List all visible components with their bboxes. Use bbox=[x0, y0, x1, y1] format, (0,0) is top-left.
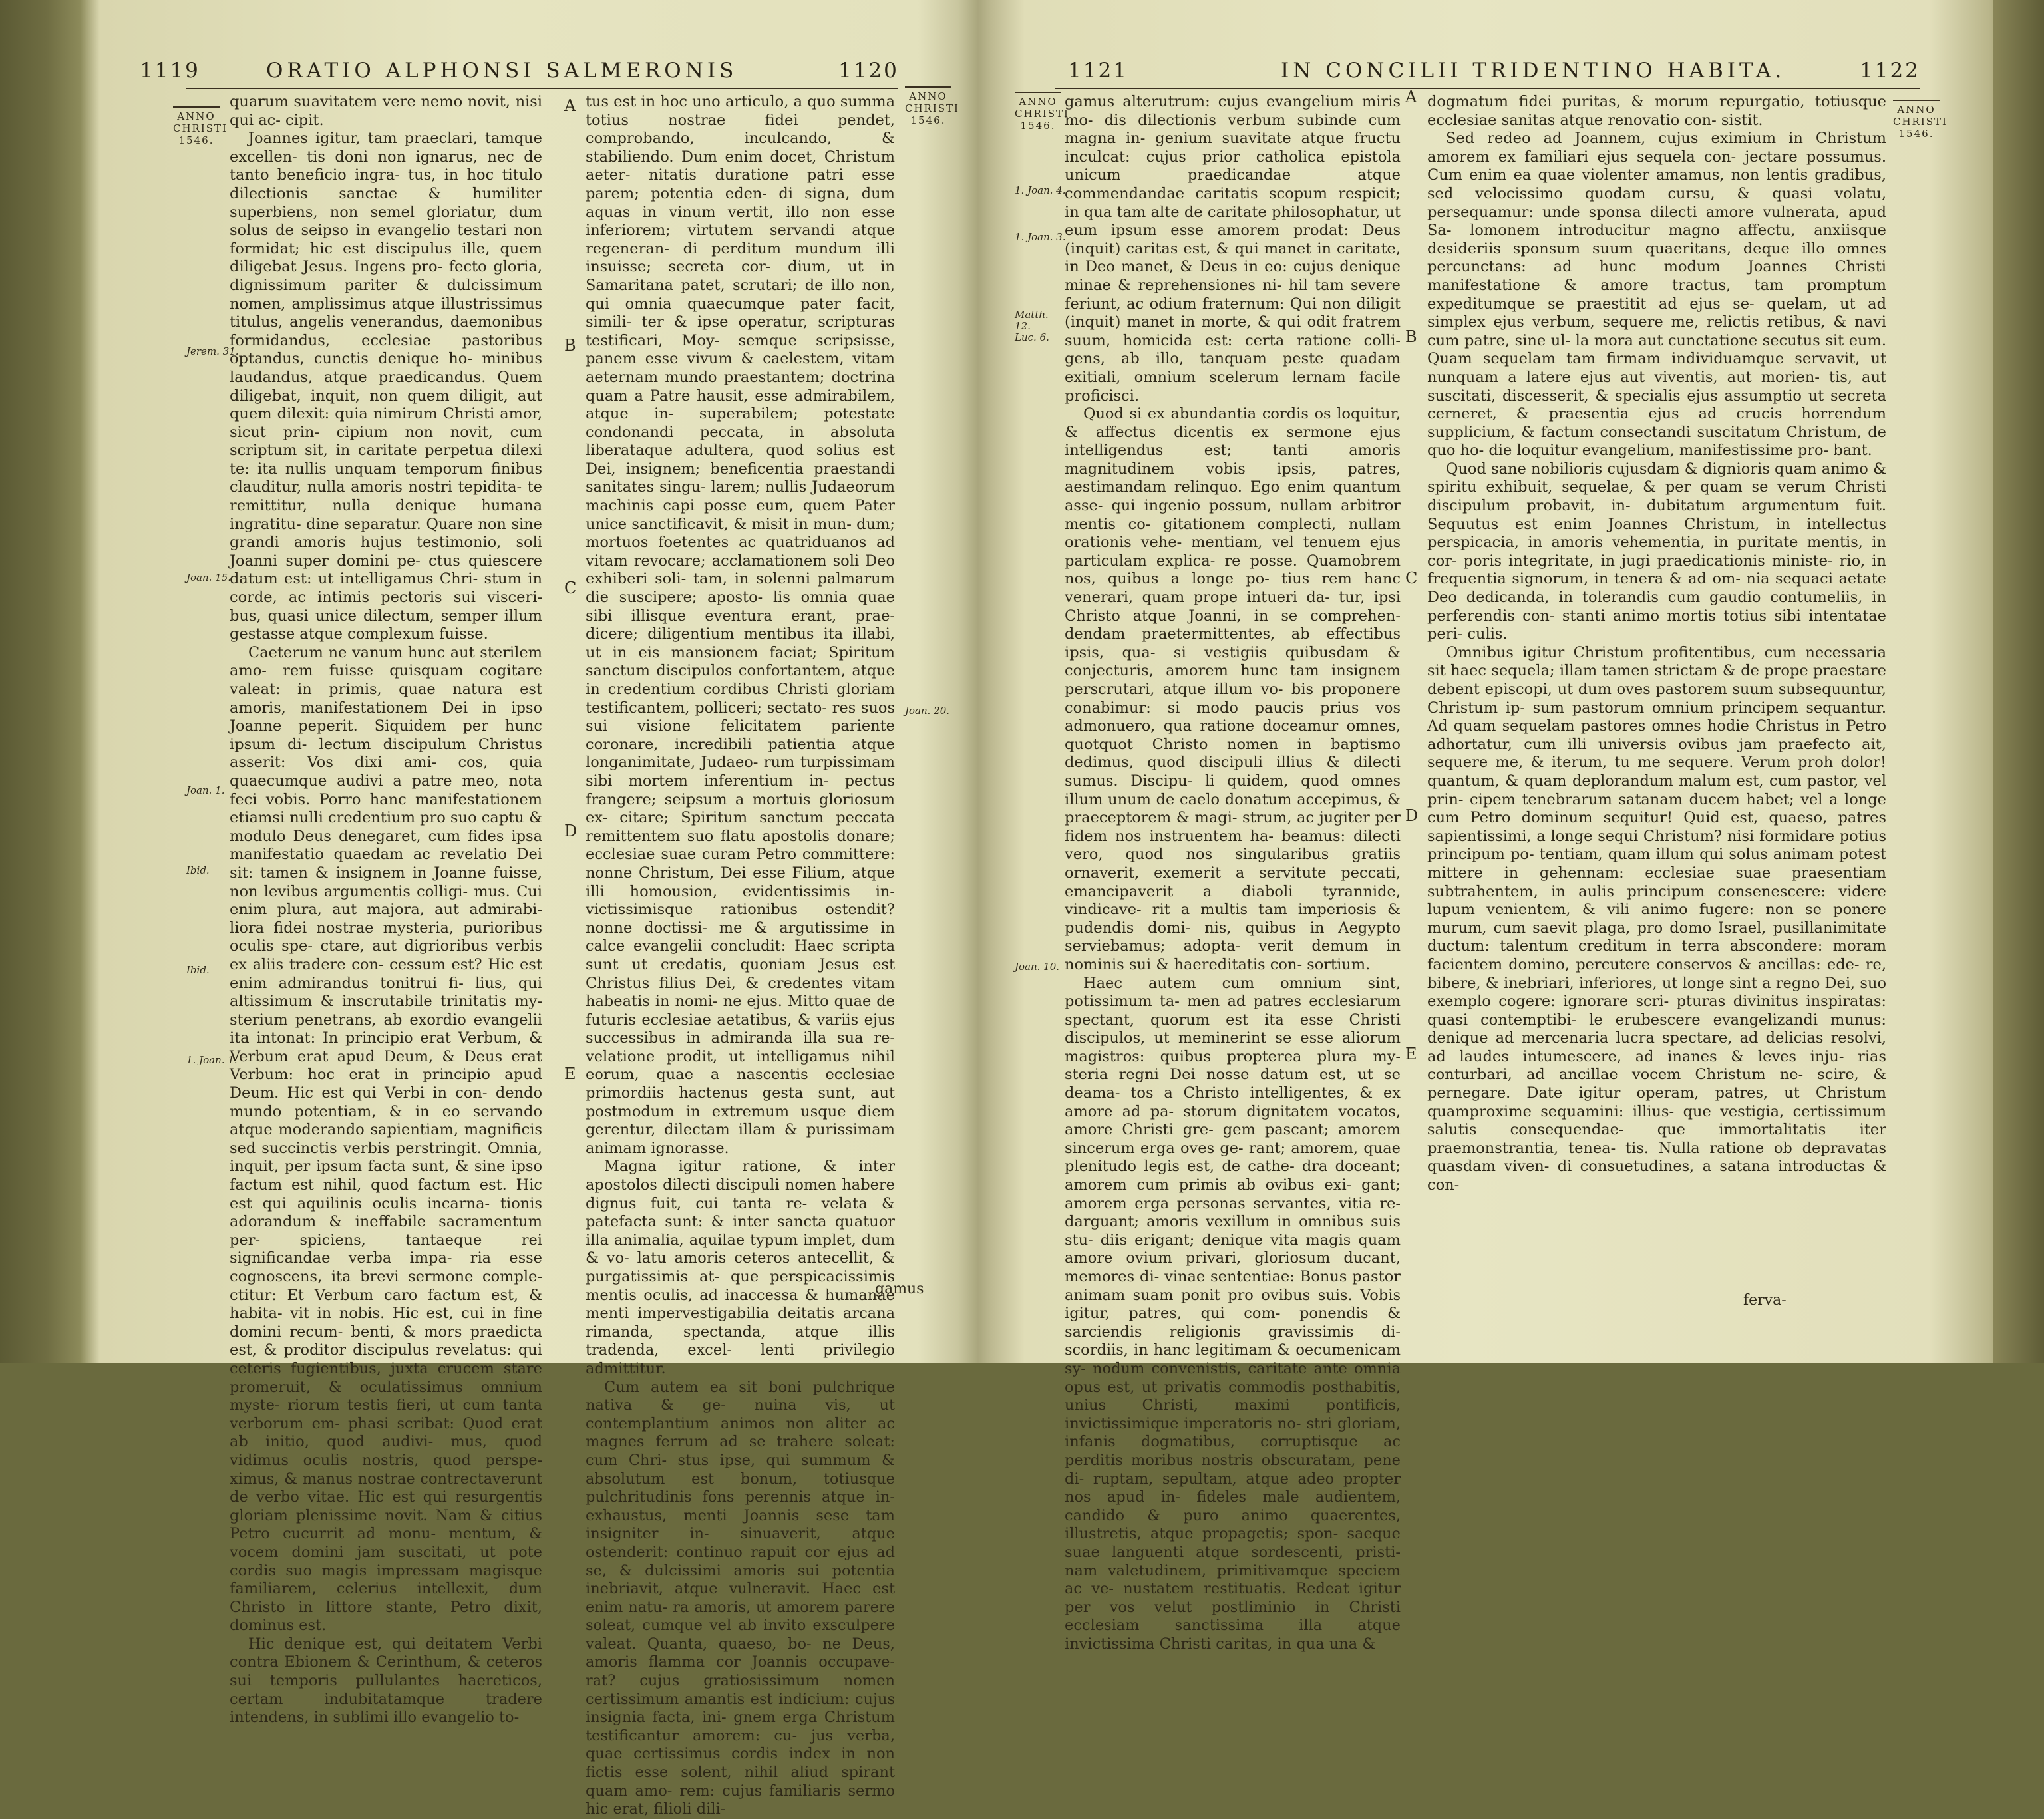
left-column-2 bbox=[586, 93, 895, 1818]
paragraph: Joannes igitur, tam praeclari, tamque excellen- tis doni non ignarus, nec de tanto beneficio ingra- tus, in hoc titulo dilectionis sanctae & humiliter superbiens, non semel gloriatur, dum solus de seipso in evangelio testari non formidat; hic est discipulus ille, quem diligebat Jesus. Ingens pro- fecto gloria, dignissimum pariter & dulcissimum nomen, amplissimus atque illustrissimus titulus, angelis venerandus, daemonibus formidandus, ecclesiae pastoribus optandus, cunctis denique ho- minibus laudandus, atque praedicandus. Quem diligebat, inquit, non quem diligit, aut quem dilexit: quia nimirum Christi amor, sicut prin- cipium non novit, cum scriptum sit, in caritate perpetua dilexi te: ita nullis unquam temporum finibus clauditur, nulla amoris nostri tepidita- te remittitur, nulla denique humana ingratitu- dine separatur. Quare non sine grandi amoris hujus testimonio, soli Joanni super domini pe- ctus quiescere datum est: ut intelligamus Chri- stum in corde, ac intimis pectoris sui visceri- bus, quasi unice dilectum, semper illum gestasse atque complexum fuisse. bbox=[230, 130, 542, 643]
left-margin-note-2: Joan. 15. bbox=[186, 572, 232, 583]
paragraph: Hic denique est, qui deitatem Verbi contra Ebionem & Cerinthum, & ceteros sui temporis pullulantes haereticos, certam indubitatamque tradere intendens, in sublimi illo evangelio to- bbox=[230, 1635, 542, 1727]
section-letter-d: D bbox=[1405, 806, 1419, 825]
right-margin-note-2: 1. Joan. 3. bbox=[1015, 231, 1066, 243]
section-letter-d: D bbox=[564, 822, 578, 840]
left-margin-note-3: Joan. 1. bbox=[186, 784, 225, 796]
left-anno-outer bbox=[173, 106, 228, 146]
paragraph: Omnibus igitur Christum profitentibus, cum necessaria sit haec sequela; illam tamen strictam & de prope praestare debent episcopi, ut dum oves pastorem suum subsequuntur, Christum ip- sum pastorum omnium principem sequantur. Ad quam sequelam pastores omnes hodie Christus in Petro adhortatur, cum illi universis ovibus jam praefecto ait, sequere me, & iterum, tu me sequere. Verum proh dolor! quantum, & quam deplorandum malum est, cum pastor, vel prin- cipem tenebrarum satanam ducem habet; vel a longe cum Petro dominum sequitur! Quid est, quaeso, patres sapientissimi, a longe sequi Christum? nisi formidare potius principum po- tentiam, quam illum qui solus animam potest mittere in gehennam: ecclesiae suae praesentiam subtrahentem, in aulis principum consenescere: videre lupum venientem, & vili animo fugere: non se ponere murum, cum saevit plaga, pro domo Israel, pusillanimitate ductum: talentum creditum in terra abscondere: moram facientem domino, percutere conservos & ancillas: ede- re, bibere, & inebriari, inferiores, ut longe sint a regno Dei, suo exemplo cogere: ignorare scri- pturas divinitus inspiratas: quasi contemptibi- le erubescere evangelizandi munus: denique ad mercenaria lucra spectare, ad delicias resolvi, ad laudes intumescere, ad inanes & leves inju- rias conturbari, ad ancillae vocem Christum ne- scire, & pernegare. Date igitur operam, patres, ut Christum quamproxime sequamini: illius- que vestigia, certissimum salutis consequendae- que immortalitatis iter praemonstrantia, tenea- tis. Nulla ratione ob depravatas quasdam viven- di consuetudines, a satana introductas & con- bbox=[1427, 643, 1886, 1194]
paragraph: Haec autem cum omnium sint, potissimum ta- men ad patres ecclesiarum spectant, quorum est ita esse Christi discipulos, ut meminerint se esse aliorum magistros: quibus propterea plura my- steria regni Dei nosse datum est, ut se deama- tos a Christo intelligentes, & ex amore ad pa- storum dignitatem vocatos, amore Christi gre- gem pascant; amorem sincerum erga oves ge- rant; amorem, quae plenitudo legis est, de cathe- dra doceant; amorem cum primis ab ovibus exi- gant; amorem erga personas servantes, vitia re- darguant; amoris vexillum in omnibus suis stu- diis erigant; denique vita magis quam amore ovium privari, gloriosum ducant, memores di- vinae sententiae: Bonus pastor animam suam ponit pro ovibus suis. Vobis igitur, patres, qui com- ponendis & sarciendis religionis gravissimis di- scordiis, in hanc legitimam & oecumenicam sy- nodum convenistis, caritate ante omnia opus est, ut privatis commodis posthabitis, unius Christi, maximi pontificis, invictissimique imperatoris no- stri gloriam, infanis dogmatibus, corruptisque ac perditis moribus nostris obscuratam, pene di- ruptam, sepultam, atque adeo propter nos apud in- fideles male audientem, candido & puro animo quaerentes, illustretis, atque propagetis; spon- saeque suae languenti atque sordescenti, pristi- nam valetudinem, primitivamque speciem ac ve- nustatem restituatis. Redeat igitur per vos velut postliminio in Christi ecclesiam sanctissima illa atque invictissima Christi caritas, in qua una & bbox=[1065, 974, 1401, 1653]
left-margin-note-7: Joan. 20. bbox=[905, 705, 950, 717]
section-letter-c: C bbox=[564, 579, 577, 597]
left-catchword: gamus bbox=[875, 1281, 924, 1297]
right-column-2 bbox=[1427, 93, 1886, 1287]
right-margin-note-3: Matth. 12. Luc. 6. bbox=[1015, 309, 1049, 343]
right-margin-note-1: 1. Joan. 4. bbox=[1015, 184, 1066, 196]
right-cover-edge bbox=[1993, 0, 2044, 1363]
left-page-number-inner: 1120 bbox=[838, 59, 899, 83]
right-page-number-inner: 1121 bbox=[1068, 59, 1128, 83]
paragraph: Caeterum ne vanum hunc aut sterilem amo- rem fuisse quisquam cogitare valeat: in primis, quae natura est amoris, manifestationem Dei in ipso Joanne peperit. Siquidem per hunc ipsum di- lectum discipulum Christus asserit: Vos dixi ami- cos, quia quaecumque audivi a patre meo, nota feci vobis. Porro hanc manifestationem etiamsi nulli credentium pro suo captu & modulo Deus denegaret, cum fides ipsa manifestatio quaedam ac revelatio Dei sit: tamen & insignem in Joanne fuisse, non levibus argumentis colligi- mus. Cui enim plura, aut majora, aut admirabi- liora fidei nostrae mysteria, purioribus oculis spe- ctare, aut digrioribus verbis ex aliis tradere con- cessum est? Hic est enim admirandus tonitrui fi- lius, qui altissimum & inscrutabile trinitatis my- sterium penetrans, ab exordio evangelii ita intonat: In principio erat Verbum, & Verbum erat apud Deum, & Deus erat Verbum: hoc erat in principio apud Deum. Hic est qui Verbi in con- dendo mundo potentiam, & in eo servando atque moderando sapientiam, magnificis sed succinctis verbis perstringit. Omnia, inquit, per ipsum facta sunt, & sine ipso factum est nihil, quod factum est. Hic est qui aquilinis oculis incarna- tionis adorandum & ineffabile sacramentum per- spiciens, tantaeque rei significandae verba impa- ria esse cognoscens, ita brevi sermone comple- ctitur: Et Verbum caro factum est, & habita- vit in nobis. Hic est, cui in fine domini recum- benti, & mors praedicta est, & proditor discipulus revelatus: qui ceteris fugientibus, juxta crucem stare promeruit, & oculatissimus omnium myste- riorum testis fieri, ut cum tanta verborum em- phasi scribat: Quod erat ab initio, quod audivi- mus, quod vidimus oculis nostris, quod perspe- ximus, & manus nostrae contrectaverunt de verbo vitae. Hic est qui resurgentis gloriam plenissime novit. Nam & citius Petro cucurrit ad monu- mentum, & vocem domini jam suscitati, ut pote cordis suo magis impressam magisque familiarem, celerius intellexit, dum Christo in littore stante, Petro dixit, dominus est. bbox=[230, 643, 542, 1635]
section-letter-c: C bbox=[1405, 569, 1418, 587]
right-running-head: IN CONCILII TRIDENTINO HABITA. bbox=[1281, 59, 1786, 83]
section-letter-a: A bbox=[1405, 88, 1417, 106]
paragraph: quarum suavitatem vere nemo novit, nisi qui ac- cipit. bbox=[230, 93, 542, 129]
right-column-1 bbox=[1065, 93, 1401, 1653]
paragraph: tus est in hoc uno articulo, a quo summa totius nostrae fidei pendet, comprobando, inculcando, & stabiliendo. Dum enim docet, Christum aeter- nitatis duratione patri esse parem; potentia eden- di signa, dum aquas in vinum vertit, illo non esse inferiorem; virtutem servandi atque regeneran- di perditum mundum illi insuisse; secreta cor- dium, ut in Samaritana patet, scrutari; de illo non, qui omnia quaecumque pater facit, simili- ter & ipse operatur, scripturas testificari, Moy- semque scripsisse, panem esse vivum & caelestem, vitam aeternam mundo praestantem; doctrina quam a Patre hausit, esse admirabilem, atque in- superabilem; potestate condonandi peccata, in absoluta liberataque adultera, quod solius est Dei, insignem; beneficentia praestandi sanitates singu- larem; nullis Judaeorum machinis capi posse eum, quem Pater unice sanctificavit, & misit in mun- dum; mortuos foetentes ac quatriduanos ad vitam revocare; acclamationem soli Deo exhiberi soli- tam, in solenni palmarum die suscipere; aposto- lis omnia quae sibi illisque eventura erant, prae- dicere; diligentium mentibus ita illabi, ut in eis mansionem faciat; Spiritum sanctum discipulos confortantem, atque in credentium cordibus Christi gloriam testificantem, polliceri; sectato- res suos sui visione felicitatem pariente coronare, incredibili patientia atque longanimitate, Judaeo- rum turpissimam sibi mortem inferentium in- pectus frangere; seipsum a mortuis gloriosum ex- citare; Spiritum sanctum peccata remittentem suo flatu apostolis donare; ecclesiae suae curam Petro committere: nonne Christum, Dei esse Filium, atque illi homousion, evidentissimis in- victissimisque rationibus ostendit? nonne doctissi- me & argutissime in calce evangelii concludit: Haec scripta sunt ut credatis, quoniam Jesus est Christus filius Dei, & credentes vitam habeatis in nomi- ne ejus. Mitto quae de futuris ecclesiae aetatibus, & variis ejus successibus in admiranda illa sua re- velatione prodit, ut intelligamus nihil eorum, quae a nascentis ecclesiae primordiis hactenus gesta sunt, aut postmodum in extremum usque diem gerentur, dilectam illam & purissimam animam ignorasse. bbox=[586, 93, 895, 1157]
section-letter-b: B bbox=[564, 336, 576, 355]
right-anno-inner bbox=[1015, 92, 1069, 132]
left-page bbox=[100, 0, 965, 1818]
section-letter-e: E bbox=[1405, 1045, 1417, 1063]
section-letter-b: B bbox=[1405, 327, 1417, 346]
left-page-number-outer: 1119 bbox=[140, 59, 200, 83]
anno-label: ANNO CHRISTI 1546. bbox=[173, 110, 228, 146]
paragraph: Magna igitur ratione, & inter apostolos dilecti discipuli nomen habere dignus fuit, cui tanta re- velata & patefacta sunt: & inter sancta quatuor illa animalia, aquilae typum implet, dum & vo- latu amoris ceteros antecellit, & purgatissimis at- que perspicacissimis mentis oculis, ad inaccessa & humanae menti impervestigabilia deitatis arcana rimanda, spectanda, atque illis tradenda, excel- lenti privilegio admittitur. bbox=[586, 1158, 895, 1377]
left-margin-note-6: 1. Joan. 1. bbox=[186, 1054, 238, 1066]
left-running-head: ORATIO ALPHONSI SALMERONIS bbox=[266, 59, 738, 83]
section-letter-a: A bbox=[564, 96, 576, 115]
right-anno-outer bbox=[1893, 100, 1948, 140]
right-page-number-outer: 1122 bbox=[1860, 59, 1920, 83]
paragraph: Cum autem ea sit boni pulchrique nativa & ge- nuina vis, ut contemplantium animos non aliter ac magnes ferrum ad se trahere soleat: cum Chri- stus ipse, qui summum & absolutum est bonum, totiusque pulchritudinis fons perennis atque in- exhaustus, menti Joannis sese tam insigniter in- sinuaverit, atque ostenderit: continuo rapuit cor ejus ad se, & dulcissimi amoris sui potentia inebriavit, atque vulneravit. Haec est enim natu- ra amoris, ut amorem parere soleat, cumque vel ab invito exsculpere valeat. Quanta, quaeso, bo- ne Deus, amoris flamma cor Joannis occupave- rat? cujus gratiosissimum nomen certissimum amantis est indicium: cujus insignia facta, ini- gnem erga Christum testificantur amorem: cu- jus verba, quae certissimus cordis index in non fictis esse solent, nihil aliud spirant quam amo- rem: cujus familiaris sermo hic erat, filioli dili- bbox=[586, 1378, 895, 1818]
left-column-1 bbox=[230, 93, 542, 1727]
left-margin-note-4: Ibid. bbox=[186, 864, 210, 876]
section-letter-e: E bbox=[564, 1065, 576, 1083]
right-margin-note-4: Joan. 10. bbox=[1015, 961, 1060, 973]
right-catchword: ferva- bbox=[1743, 1292, 1787, 1309]
left-anno-inner bbox=[905, 86, 959, 126]
left-head-rule bbox=[186, 88, 898, 89]
left-margin-note-5: Ibid. bbox=[186, 964, 210, 976]
paragraph: Sed redeo ad Joannem, cujus eximium in Christum amorem ex familiari ejus sequela con- jectare possumus. Cum enim ea quae violenter amamus, non lentis gradibus, sed velocissimo quodam cursu, & quasi volatu, persequamur: unde sponsa dilecti amore vulnerata, apud Sa- lomonem introducitur magno affectu, anxiisque desideriis sponsum suum quaeritans, deque illo omnes percunctans: ad hunc modum Joannes Christi manifestatione & amore tractus, tam promptum expeditumque se praestitit ad ejus se- quelam, ut ad simplex ejus verbum, sequere me, relictis retibus, & navi cum patre, sine ul- la mora aut cunctatione secutus sit eum. Quam sequelam tam firmam individuamque servavit, ut nunquam a latere ejus aut viventis, aut morien- tis, aut suscitati, discesserit, & specialis ejus assumptio ut secreta cerneret, & praesentia ejus ad crucis horrendum supplicium, & factum consectandi suscitatum Christum, de quo ho- die loquitur evangelium, manifestissime pro- bant. bbox=[1427, 130, 1886, 460]
anno-label: ANNO CHRISTI 1546. bbox=[1893, 104, 1948, 140]
paragraph: Quod sane nobilioris cujusdam & dignioris quam animo & spiritu exhibuit, sequelae, & per quam se verum Christi discipulum probavit, in- dubitatum argumentum fuit. Sequutus est enim Joannes Christum, in intellectus perspicacia, in amoris vehementia, in puritate mentis, in cor- poris integritate, in jugi praedicationis ministe- rio, in frequentia signorum, in tenera & ad om- nia sequaci aetate Deo dedicanda, in tolerandis cum gaudio contumeliis, in perferendis con- stanti animo mortis totius sibi intentatae peri- culis. bbox=[1427, 460, 1886, 643]
anno-label: ANNO CHRISTI 1546. bbox=[905, 90, 959, 126]
right-page bbox=[1001, 0, 1959, 1653]
left-margin-note-1: Jerem. 31. bbox=[186, 345, 239, 357]
anno-label: ANNO CHRISTI 1546. bbox=[1015, 96, 1069, 132]
paragraph: dogmatum fidei puritas, & morum repurgatio, totiusque ecclesiae sanitas atque renovatio con- sistit. bbox=[1427, 93, 1886, 129]
right-head-rule bbox=[1055, 88, 1920, 89]
paragraph: Quod si ex abundantia cordis os loquitur, & affectus dicentis ex sermone ejus intelligendus est; tanti amoris magnitudinem vobis ipsis, patres, aestimandam relinquo. Ego enim quantum asse- qui ingenio possum, nullam arbitror mentis co- gitationem complecti, nullam orationis vehe- mentiam, vel tenuem ejus particulam explica- re posse. Quamobrem nos, quibus a longe po- tius rem hanc venerari, quam prope intueri da- tur, ipsi Christo atque Joanni, in se comprehen- dendam praetermittentes, ab effectibus ipsis, qua- si vestigiis quibusdam & conjecturis, amorem hunc tam insignem perscrutari, atque illum vo- bis proponere conabimur: si modo paucis prius vos admonuero, qua ratione doceamur omnes, quotquot Christo nomen in baptismo dedimus, quod discipuli illius & dilecti sumus. Discipu- li quidem, quod omnes illum unum de caelo donatum accepimus, & praeceptorem & magi- strum, ac jugiter per fidem nos instruentem ha- beamus: dilecti vero, quod nos singularibus gratiis ornaverit, exemerit a servitute peccati, emancipaverit a diaboli tyrannide, vindicave- rit a multis tam imperiosis & pudendis domi- nis, quibus in Aegypto serviebamus; adopta- verit demum in nominis sui & haereditatis con- sortium. bbox=[1065, 405, 1401, 973]
paragraph: gamus alterutrum: cujus evangelium miris mo- dis dilectionis verbum subinde cum magna in- genium suavitate atque fructu inculcat: cujus prior catholica epistola unicum praedicandae atque commendandae caritatis scopum respicit; in qua tam alte de caritate philosophatur, ut eum ipsum esse amorem prodat: Deus (inquit) caritas est, & qui manet in caritate, in Deo manet, & Deus in eo: cujus denique minae & reprehensiones ni- hil tam severe feriunt, ac odium fraternum: Qui non diligit (inquit) manet in morte, & qui odit fratrem suum, homicida est: certa ratione colli- gens, ab illo, tanquam peste quadam exitiali, omnium scelerum lernam facile proficisci. bbox=[1065, 93, 1401, 405]
